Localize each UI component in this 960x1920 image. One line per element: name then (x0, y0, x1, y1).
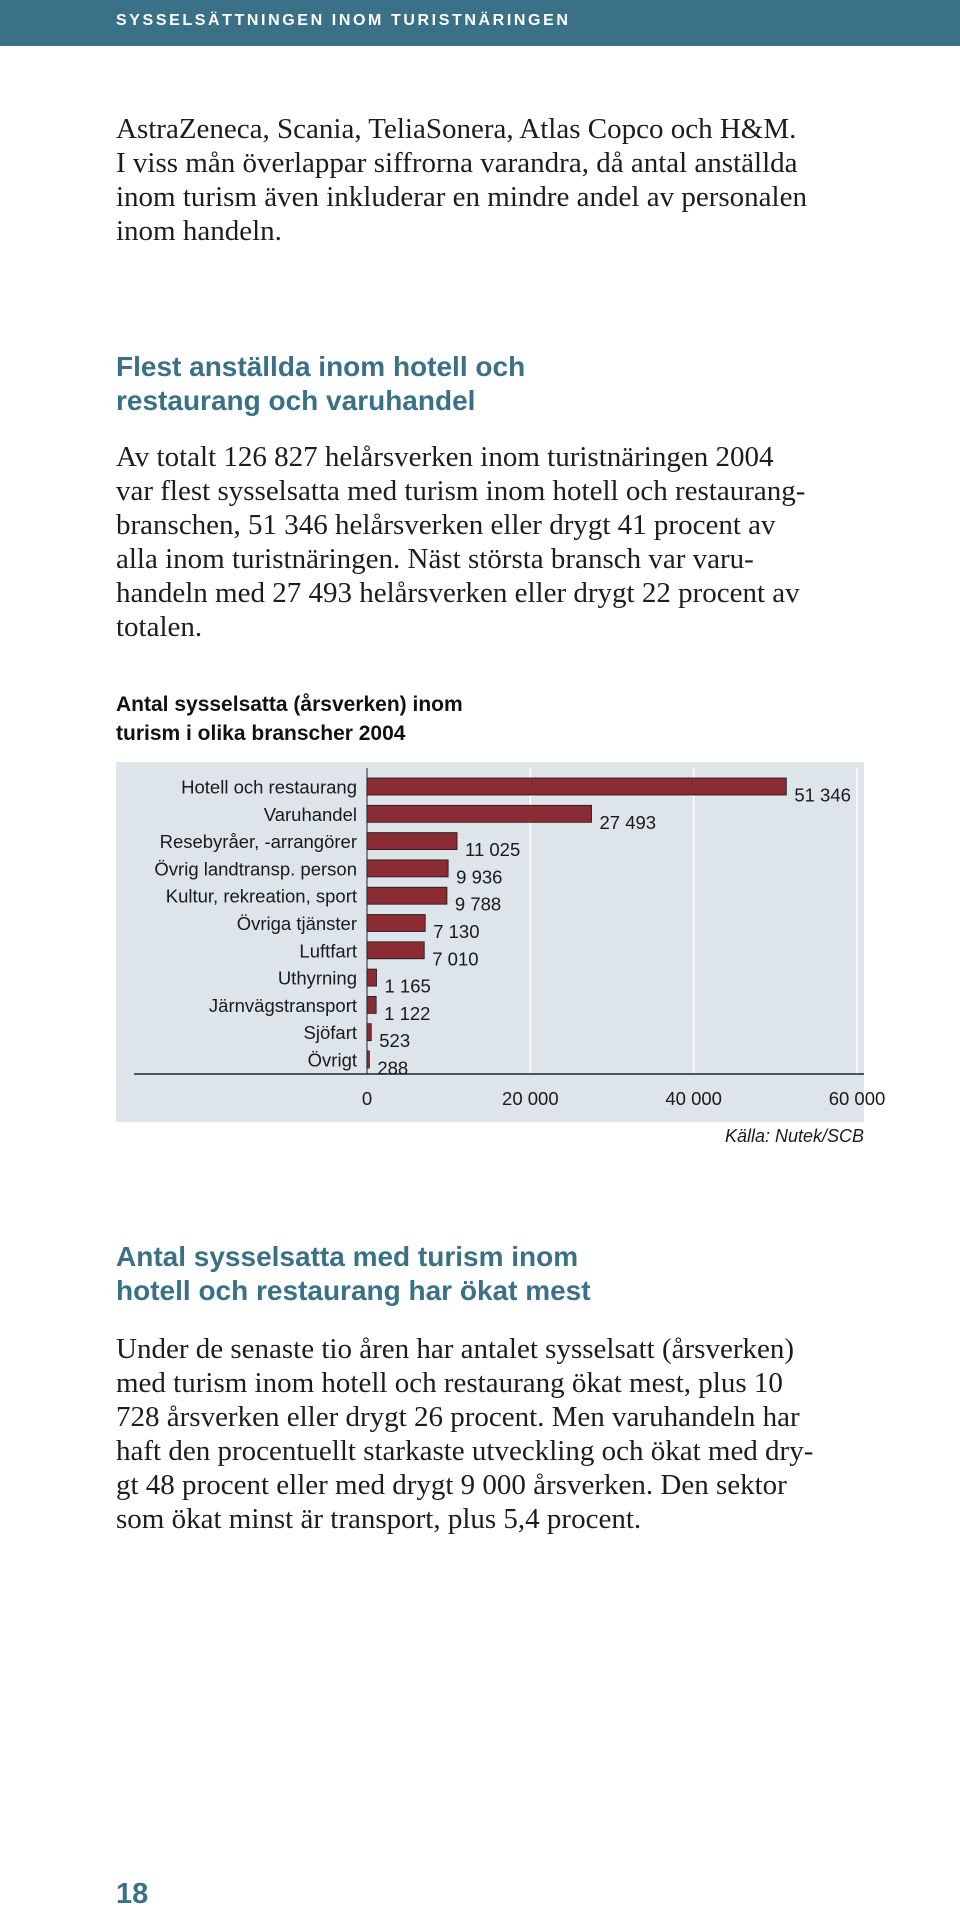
value-label: 1 122 (384, 1002, 431, 1024)
text-line: AstraZeneca, Scania, TeliaSonera, Atlas Copco och H&M. (116, 113, 797, 145)
bar-chart (116, 762, 886, 1122)
bar (367, 996, 376, 1013)
text-line: gt 48 procent eller med drygt 9 000 årsverken. Den sektor (116, 1469, 787, 1501)
text-line: med turism inom hotell och restaurang ökat mest, plus 10 (116, 1367, 783, 1399)
chart-source: Källa: Nutek/SCB (724, 1126, 864, 1146)
text-line: haft den procentuellt starkaste utveckling och ökat med dry- (116, 1435, 814, 1467)
bar (367, 969, 377, 986)
category-label: Kultur, rekreation, sport (165, 885, 357, 907)
header-bar (0, 0, 960, 46)
value-label: 523 (379, 1030, 411, 1052)
category-label: Övrigt (307, 1049, 357, 1071)
bar (367, 942, 424, 959)
text-line: inom handeln. (116, 215, 282, 247)
chart-title-line: turism i olika branscher 2004 (116, 722, 406, 745)
value-label: 1 165 (384, 975, 431, 997)
text-line: Under de senaste tio åren har antalet sysselsatt (årsverken) (116, 1333, 795, 1365)
tick-label: 20 000 (502, 1088, 559, 1109)
heading-line: restaurang och varuhandel (116, 385, 476, 416)
bar (367, 778, 786, 795)
bar (367, 887, 447, 904)
text-line: Av totalt 126 827 helårsverken inom turistnäringen 2004 (116, 441, 774, 473)
section-body-1 (116, 440, 864, 644)
bar (367, 1024, 371, 1041)
value-label: 51 346 (794, 784, 851, 806)
bar (367, 833, 457, 850)
heading-line: Antal sysselsatta med turism inom (116, 1241, 579, 1272)
category-label: Resebyråer, -arrangörer (159, 831, 357, 853)
category-label: Sjöfart (303, 1022, 357, 1044)
category-label: Järnvägstransport (208, 994, 357, 1016)
bar-chart-svg (116, 762, 886, 1122)
intro-paragraph (116, 112, 864, 248)
heading-line: Flest anställda inom hotell och (116, 351, 526, 382)
category-label: Varuhandel (263, 803, 357, 825)
category-label: Hotell och restaurang (181, 776, 357, 798)
text-line: var flest sysselsatta med turism inom hotell och restaurang- (116, 475, 806, 507)
text-line: som ökat minst är transport, plus 5,4 procent. (116, 1503, 642, 1535)
value-label: 7 010 (432, 948, 479, 970)
text-line: I viss mån överlappar siffrorna varandra, då antal anställda (116, 147, 798, 179)
category-label: Övriga tjänster (236, 913, 357, 934)
chart-title (116, 690, 716, 748)
bar (367, 1051, 369, 1068)
category-label: Uthyrning (277, 967, 357, 989)
page-number: 18 (116, 1878, 149, 1910)
heading-line: hotell och restaurang har ökat mest (116, 1275, 591, 1306)
category-label: Övrig landtransp. person (154, 858, 357, 880)
bar (367, 805, 592, 822)
text-line: handeln med 27 493 helårsverken eller drygt 22 procent av (116, 577, 800, 609)
tick-label: 40 000 (665, 1088, 722, 1109)
running-header-title: SYSSELSÄTTNINGEN INOM TURISTNÄRINGEN (116, 12, 571, 29)
section-body-2 (116, 1332, 864, 1536)
value-label: 9 788 (454, 893, 502, 915)
text-line: totalen. (116, 611, 203, 643)
bar (367, 860, 448, 877)
text-line: branschen, 51 346 helårsverken eller drygt 41 procent av (116, 509, 776, 541)
text-line: inom turism även inkluderar en mindre andel av personalen (116, 181, 807, 213)
text-line: alla inom turistnäringen. Näst största bransch var varu- (116, 543, 754, 575)
value-label: 9 936 (456, 866, 503, 888)
chart-title-line: Antal sysselsatta (årsverken) inom (116, 693, 463, 716)
value-label: 27 493 (599, 811, 657, 833)
bar (367, 915, 425, 932)
text-line: 728 årsverken eller drygt 26 procent. Men varuhandeln har (116, 1401, 800, 1433)
value-label: 7 130 (433, 921, 480, 942)
section-heading-2 (116, 1240, 864, 1308)
value-label: 288 (377, 1057, 409, 1079)
tick-label: 60 000 (828, 1088, 886, 1109)
tick-label: 0 (361, 1088, 373, 1109)
category-label: Luftfart (299, 940, 357, 962)
value-label: 11 025 (465, 839, 521, 861)
section-heading-1 (116, 350, 864, 418)
